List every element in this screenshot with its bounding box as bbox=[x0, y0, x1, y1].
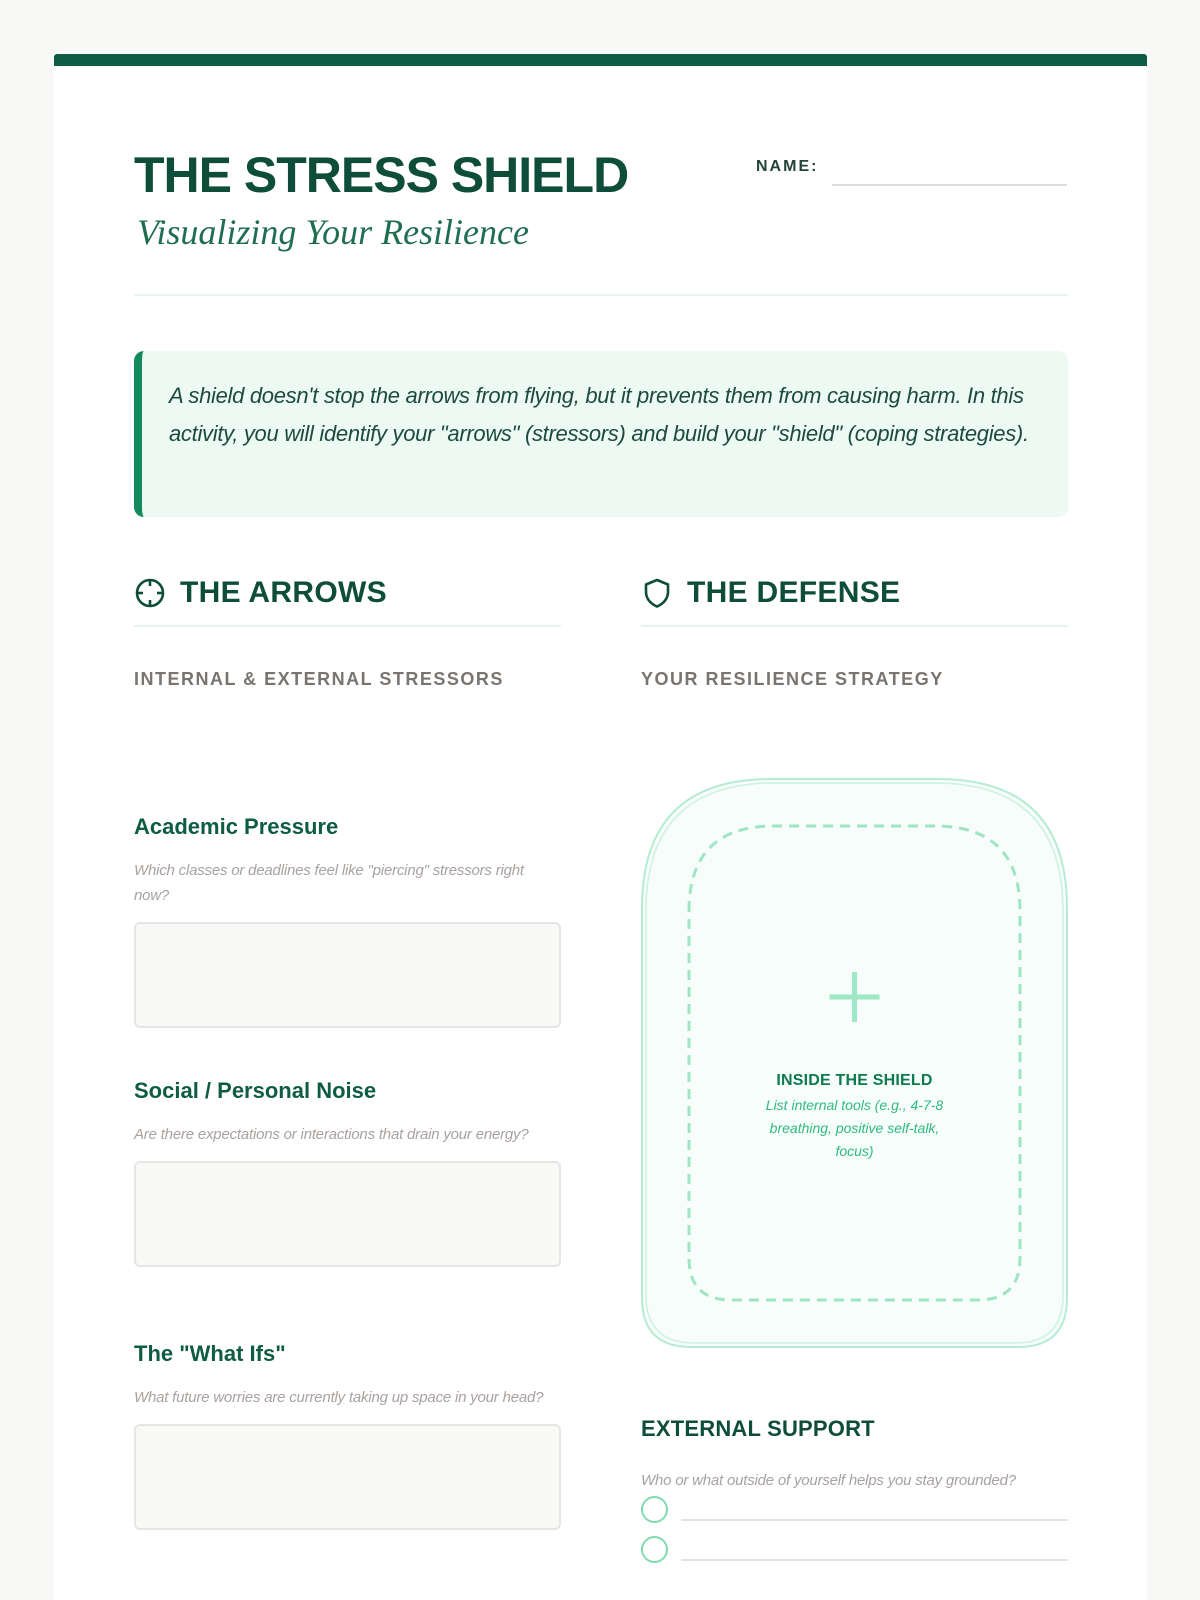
name-field[interactable] bbox=[832, 184, 1067, 186]
shield-drawing-area[interactable] bbox=[641, 778, 1068, 1348]
defense-column bbox=[641, 571, 1068, 690]
defense-heading-label: THE DEFENSE bbox=[687, 576, 901, 609]
support-line-field[interactable] bbox=[681, 1519, 1068, 1521]
header-divider bbox=[134, 294, 1068, 296]
external-support-heading: EXTERNAL SUPPORT bbox=[641, 1416, 875, 1441]
arrows-subheading: INTERNAL & EXTERNAL STRESSORS bbox=[134, 669, 504, 689]
external-support-section bbox=[641, 1416, 1068, 1569]
shield-caption bbox=[641, 1072, 1068, 1163]
external-support-prompt: Who or what outside of yourself helps you stay grounded? bbox=[641, 1472, 1016, 1489]
arrows-column bbox=[134, 571, 561, 690]
stressor-what-ifs bbox=[134, 1341, 561, 1530]
support-radio[interactable] bbox=[641, 1496, 668, 1523]
name-label: NAME: bbox=[756, 158, 819, 175]
intro-text: A shield doesn't stop the arrows from flying, but it prevents them from causing harm. In this activity, you will identify your "arrows" (stressors) and build your "shield" (coping strategies). bbox=[169, 383, 1029, 446]
defense-divider bbox=[641, 625, 1068, 627]
arrows-heading bbox=[134, 571, 561, 615]
stressor-answer-box[interactable] bbox=[134, 1424, 561, 1530]
stressor-prompt: Are there expectations or interactions that drain your energy? bbox=[134, 1126, 529, 1143]
stressor-title: Academic Pressure bbox=[134, 814, 339, 839]
support-entry bbox=[641, 1489, 1068, 1529]
worksheet-page bbox=[54, 54, 1147, 1600]
support-line-field[interactable] bbox=[681, 1559, 1068, 1561]
stressor-title: Social / Personal Noise bbox=[134, 1078, 377, 1103]
shield-icon bbox=[641, 577, 673, 609]
stressor-title: The "What Ifs" bbox=[134, 1341, 286, 1366]
stressor-answer-box[interactable] bbox=[134, 1161, 561, 1267]
stressor-prompt: What future worries are currently taking up space in your head? bbox=[134, 1389, 544, 1406]
defense-heading bbox=[641, 571, 1068, 615]
shield-title: INSIDE THE SHIELD bbox=[776, 1072, 933, 1089]
shield-description: List internal tools (e.g., 4-7-8 breathing, positive self-talk, focus) bbox=[765, 1097, 944, 1159]
stressor-social bbox=[134, 1078, 561, 1267]
stressor-academic bbox=[134, 814, 561, 1028]
crosshair-icon bbox=[134, 577, 166, 609]
intro-callout bbox=[134, 351, 1068, 517]
stressor-answer-box[interactable] bbox=[134, 922, 561, 1028]
support-entry bbox=[641, 1529, 1068, 1569]
page-subtitle: Visualizing Your Resilience bbox=[137, 212, 529, 252]
arrows-divider bbox=[134, 625, 561, 627]
support-radio[interactable] bbox=[641, 1536, 668, 1563]
arrows-heading-label: THE ARROWS bbox=[180, 576, 387, 609]
defense-subheading: YOUR RESILIENCE STRATEGY bbox=[641, 669, 944, 689]
page-title: THE STRESS SHIELD bbox=[134, 147, 629, 203]
stressor-prompt: Which classes or deadlines feel like "piercing" stressors right now? bbox=[134, 862, 524, 904]
